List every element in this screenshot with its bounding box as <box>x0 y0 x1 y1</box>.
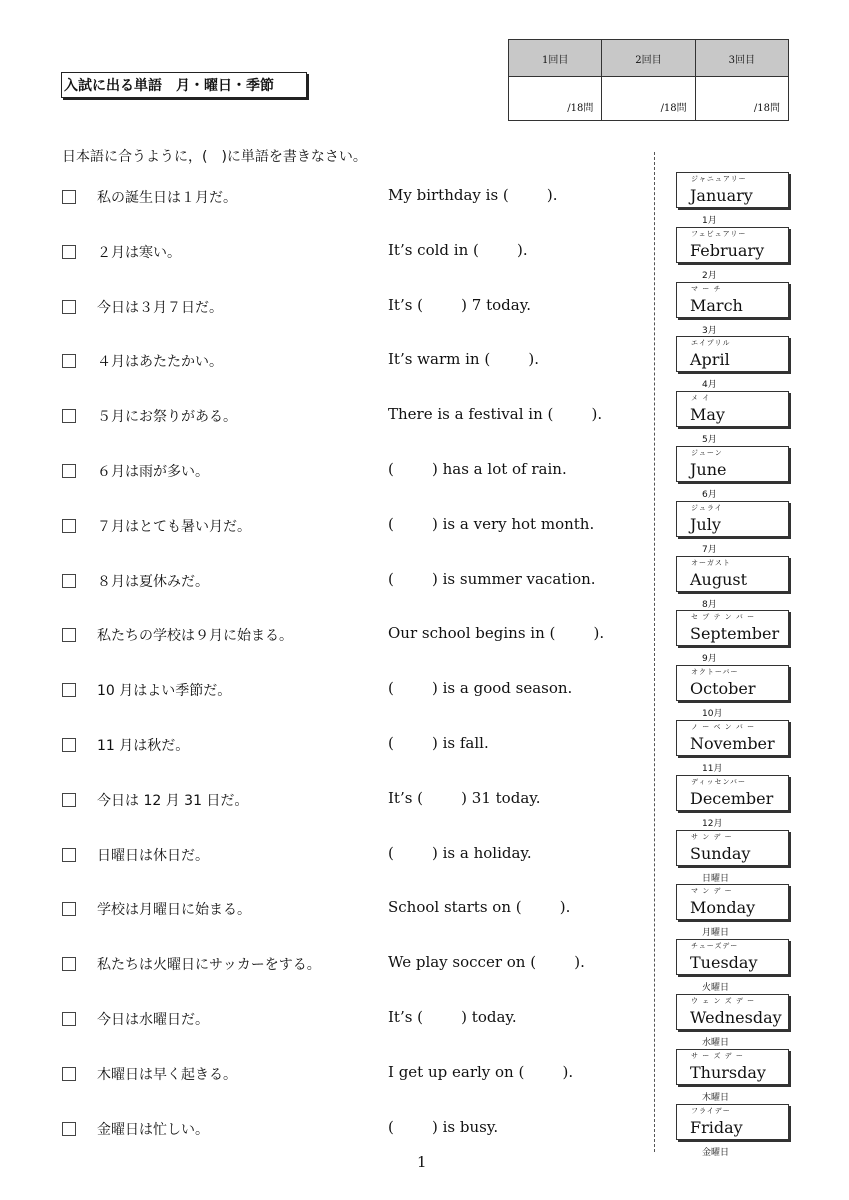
vocabulary-card-box <box>676 939 789 975</box>
vocabulary-card-box <box>676 884 789 920</box>
card-english-word: August <box>690 569 748 589</box>
card-katakana-reading: チューズデー <box>691 942 739 951</box>
vocabulary-card-box <box>676 336 789 372</box>
card-english-word: July <box>690 514 721 534</box>
score-value-1[interactable]: /18問 <box>509 77 602 121</box>
vocabulary-card <box>0 336 849 392</box>
vocabulary-card <box>0 884 849 940</box>
card-katakana-reading: エイプリル <box>691 339 731 348</box>
question-english[interactable]: ( ) is a very hot month. <box>388 514 595 533</box>
question-english[interactable]: ( ) is busy. <box>388 1117 499 1136</box>
card-english-word: Wednesday <box>690 1008 782 1027</box>
question-japanese: 私の誕生日は１月だ。 <box>97 190 237 206</box>
question-english[interactable]: Our school begins in ( ). <box>388 624 605 643</box>
card-katakana-reading: オクトーバー <box>691 668 739 677</box>
card-katakana-reading: サ ン デ ー <box>691 832 733 841</box>
card-english-word: Friday <box>690 1117 743 1137</box>
instruction-text: 日本語に合うように，( )に単語を書きなさい。 <box>62 149 367 165</box>
question-japanese: ５月にお祭りがある。 <box>97 409 237 426</box>
question-japanese: 10 月はよい季節だ。 <box>97 683 232 700</box>
card-japanese-meaning: 6月 <box>702 490 717 500</box>
card-japanese-meaning: 水曜日 <box>702 1038 730 1048</box>
card-english-word: May <box>690 405 725 425</box>
question-english[interactable]: It’s ( ) 7 today. <box>388 295 531 314</box>
question-japanese: 今日は水曜日だ。 <box>97 1012 209 1028</box>
vocabulary-card <box>0 282 849 338</box>
card-japanese-meaning: 5月 <box>702 435 717 446</box>
question-english[interactable]: School starts on ( ). <box>388 898 571 917</box>
card-japanese-meaning: 3月 <box>702 325 717 336</box>
card-english-word: October <box>690 679 756 699</box>
card-japanese-meaning: 火曜日 <box>702 983 730 994</box>
card-english-word: January <box>690 186 753 205</box>
question-english[interactable]: ( ) has a lot of rain. <box>388 460 567 478</box>
question-japanese: 今日は３月７日だ。 <box>97 299 223 316</box>
card-katakana-reading: ジュライ <box>691 503 723 512</box>
question-english[interactable]: It’s cold in ( ). <box>388 240 528 259</box>
score-value-row <box>509 77 789 121</box>
vocabulary-card <box>0 391 849 447</box>
card-english-word: Monday <box>690 898 756 918</box>
card-english-word: December <box>690 788 774 808</box>
question-english[interactable]: I get up early on ( ). <box>388 1062 574 1081</box>
question-english[interactable]: ( ) is a good season. <box>388 679 573 698</box>
card-english-word: June <box>690 460 727 479</box>
card-japanese-meaning: 日曜日 <box>702 873 730 884</box>
question-japanese: ８月は夏休みだ。 <box>97 573 209 590</box>
vocabulary-card-box <box>676 994 789 1030</box>
card-katakana-reading: ウ ェ ン ズ デ ー <box>691 997 756 1005</box>
vocabulary-card <box>0 994 849 1050</box>
vocabulary-card-box <box>676 282 789 318</box>
card-japanese-meaning: 月曜日 <box>702 928 730 939</box>
vocabulary-card <box>0 227 849 283</box>
score-value-3[interactable]: /18問 <box>695 77 788 121</box>
card-katakana-reading: ジャニュアリー <box>691 175 747 183</box>
question-japanese: 学校は月曜日に始まる。 <box>97 902 251 919</box>
vocabulary-card-box <box>676 172 789 208</box>
question-english[interactable]: It’s warm in ( ). <box>388 350 539 369</box>
vocabulary-card <box>0 1104 849 1160</box>
card-katakana-reading: マ ー チ <box>691 284 722 293</box>
card-english-word: Thursday <box>690 1062 766 1082</box>
card-katakana-reading: ディッセンバー <box>691 777 746 786</box>
question-japanese: ２月は寒い。 <box>97 244 181 261</box>
card-katakana-reading: ジューン <box>691 449 723 457</box>
vocabulary-card-box <box>676 775 789 811</box>
score-value-2[interactable]: /18問 <box>602 77 695 121</box>
vocabulary-card-box <box>676 720 789 756</box>
vocabulary-card-box <box>676 391 789 427</box>
vocabulary-card <box>0 172 849 228</box>
card-katakana-reading: マ ン デ ー <box>691 887 733 896</box>
question-japanese: 金曜日は忙しい。 <box>97 1121 209 1138</box>
question-japanese: 木曜日は早く起きる。 <box>97 1066 237 1083</box>
vocabulary-card-box <box>676 665 789 701</box>
score-header-row <box>509 40 789 77</box>
vocabulary-card <box>0 610 849 666</box>
card-japanese-meaning: 2月 <box>702 270 717 281</box>
vocabulary-card <box>0 939 849 995</box>
question-japanese: 日曜日は休日だ。 <box>97 847 209 864</box>
card-katakana-reading: セ プ テ ン バ ー <box>691 613 756 622</box>
score-table <box>508 39 789 121</box>
vocabulary-card <box>0 665 849 721</box>
question-english[interactable]: ( ) is summer vacation. <box>388 569 596 588</box>
card-english-word: March <box>690 295 743 315</box>
worksheet-title: 入試に出る単語 月・曜日・季節 <box>61 72 307 98</box>
card-japanese-meaning: 8月 <box>702 599 717 610</box>
card-japanese-meaning: 12月 <box>702 818 723 829</box>
question-japanese: ７月はとても暑い月だ。 <box>97 518 251 535</box>
question-japanese: ４月はあたたかい。 <box>97 354 223 371</box>
card-katakana-reading: メ イ <box>691 394 711 403</box>
vocabulary-card-box <box>676 446 789 482</box>
page-number: 1 <box>417 1153 427 1171</box>
score-header-3: 3回目 <box>695 40 788 77</box>
score-header-2: 2回目 <box>602 40 695 77</box>
question-english[interactable]: ( ) is fall. <box>388 734 489 752</box>
vocabulary-card-box <box>676 556 789 592</box>
card-japanese-meaning: 9月 <box>702 654 717 665</box>
question-english[interactable]: ( ) is a holiday. <box>388 843 532 862</box>
card-japanese-meaning: 10月 <box>702 709 723 720</box>
vocabulary-card-box <box>676 1049 789 1085</box>
card-katakana-reading: フライデー <box>691 1106 731 1115</box>
card-katakana-reading: オーガスト <box>691 558 731 567</box>
vocabulary-card <box>0 501 849 557</box>
card-english-word: February <box>690 240 765 260</box>
card-katakana-reading: ノ ー ベ ン バ ー <box>691 723 756 731</box>
score-header-1: 1回目 <box>509 40 602 77</box>
question-english[interactable]: We play soccer on ( ). <box>388 953 585 972</box>
question-english[interactable]: It’s ( ) today. <box>388 1008 517 1026</box>
card-katakana-reading: サ ー ズ デ ー <box>691 1051 744 1060</box>
vocabulary-card-box <box>676 1104 789 1140</box>
card-english-word: November <box>690 734 775 753</box>
card-japanese-meaning: 4月 <box>702 380 717 391</box>
question-english[interactable]: There is a festival in ( ). <box>388 405 603 424</box>
card-japanese-meaning: 11月 <box>702 764 723 774</box>
card-english-word: Sunday <box>690 843 751 863</box>
vocabulary-card-box <box>676 227 789 263</box>
question-japanese: 私たちは火曜日にサッカーをする。 <box>97 957 321 974</box>
vocabulary-card <box>0 720 849 776</box>
question-japanese: 私たちの学校は９月に始まる。 <box>97 628 293 645</box>
card-japanese-meaning: 木曜日 <box>702 1092 730 1103</box>
card-english-word: April <box>690 350 730 370</box>
card-katakana-reading: フェビュアリー <box>691 229 747 238</box>
card-japanese-meaning: 金曜日 <box>702 1147 730 1158</box>
question-japanese: 11 月は秋だ。 <box>97 738 190 754</box>
vocabulary-card <box>0 775 849 831</box>
vocabulary-card-box <box>676 501 789 537</box>
vocabulary-card <box>0 1049 849 1105</box>
card-english-word: Tuesday <box>690 953 758 973</box>
question-english[interactable]: It’s ( ) 31 today. <box>388 788 541 807</box>
vocabulary-card <box>0 556 849 612</box>
vocabulary-card <box>0 446 849 502</box>
vocabulary-card-box <box>676 610 789 646</box>
card-japanese-meaning: 7月 <box>702 544 717 555</box>
vocabulary-card <box>0 830 849 886</box>
vocabulary-card-box <box>676 830 789 866</box>
question-english[interactable]: My birthday is ( ). <box>388 186 558 204</box>
question-japanese: ６月は雨が多い。 <box>97 464 209 480</box>
card-english-word: September <box>690 624 780 644</box>
card-japanese-meaning: 1月 <box>702 216 717 226</box>
question-japanese: 今日は 12 月 31 日だ。 <box>97 792 249 809</box>
